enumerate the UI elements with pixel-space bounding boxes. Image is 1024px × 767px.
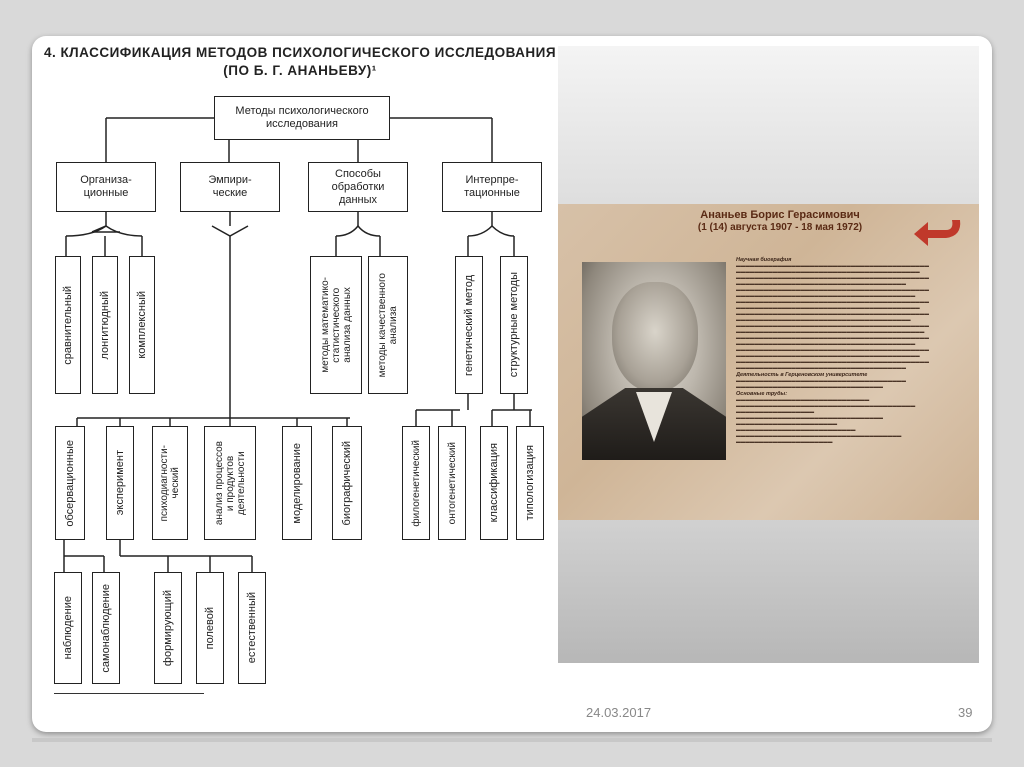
method-biographical-label: биографический xyxy=(341,440,353,526)
method-qualitative-label: методы качественного анализа xyxy=(377,272,399,378)
group-processing: Способы обработки данных xyxy=(308,162,408,212)
diagram-title-line2: (ПО Б. Г. АНАНЬЕВУ)¹ xyxy=(223,63,377,78)
method-formative xyxy=(154,572,182,684)
bio-dates: (1 (14) августа 1907 - 18 мая 1972) xyxy=(697,222,863,233)
method-natural-label: естественный xyxy=(246,592,258,664)
method-structural-label: структурные методы xyxy=(508,272,520,378)
method-structural xyxy=(500,256,528,394)
method-classification xyxy=(480,426,508,540)
diagram-title-line1: 4. КЛАССИФИКАЦИЯ МЕТОДОВ ПСИХОЛОГИЧЕСКОГО ИССЛЕДОВАНИЯ xyxy=(43,45,557,60)
method-comparative-label: сравнительный xyxy=(62,285,74,365)
method-psychodiagnostic xyxy=(152,426,188,540)
method-comparative xyxy=(55,256,81,394)
bio-name: Ананьев Борис Герасимович xyxy=(700,209,860,221)
method-complex-label: комплексный xyxy=(136,291,148,359)
method-phylogenetic-label: филогенетический xyxy=(410,439,422,527)
method-activity-analysis xyxy=(204,426,256,540)
method-typologization-label: типологизация xyxy=(524,445,536,521)
method-modeling-label: моделирование xyxy=(291,442,303,524)
method-math-statistical xyxy=(310,256,362,394)
method-experiment-label: эксперимент xyxy=(114,450,126,516)
method-observation-label: наблюдение xyxy=(62,596,74,660)
bio-text: Научная биография ▬▬▬▬▬▬▬▬▬▬▬▬▬▬▬▬▬▬▬▬▬▬▬▬▬▬▬▬▬▬▬▬▬▬▬▬▬▬▬▬▬▬ ▬▬▬▬▬▬▬▬▬▬▬▬▬▬▬▬▬▬▬▬▬▬▬▬▬▬▬▬▬▬▬▬▬▬▬▬▬▬▬▬ ▬▬▬▬▬▬▬▬▬▬▬▬▬▬▬▬▬▬▬▬▬▬▬▬▬▬▬▬▬▬▬▬▬▬▬▬▬▬▬▬▬▬ ▬▬▬▬▬▬▬▬▬▬▬▬▬▬▬▬▬▬▬▬▬▬▬▬▬▬▬▬▬▬▬▬▬▬▬▬▬ ▬▬▬▬▬▬▬▬▬▬▬▬▬▬▬▬▬▬▬▬▬▬▬▬▬▬▬▬▬▬▬▬▬▬▬▬▬▬▬▬▬▬ ▬▬▬▬▬▬▬▬▬▬▬▬▬▬▬▬▬▬▬▬▬▬▬▬▬▬▬▬▬▬▬▬▬▬▬▬▬▬▬ ▬▬▬▬▬▬▬▬▬▬▬▬▬▬▬▬▬▬▬▬▬▬▬▬▬▬▬▬▬▬▬▬▬▬▬▬▬▬▬▬▬▬ ▬▬▬▬▬▬▬▬▬▬▬▬▬▬▬▬▬▬▬▬▬▬▬▬▬▬▬▬▬▬▬▬▬▬▬▬▬▬▬▬ ▬▬▬▬▬▬▬▬▬▬▬▬▬▬▬▬▬▬▬▬▬▬▬▬▬▬▬▬▬▬▬▬▬▬▬▬▬▬▬▬▬▬ ▬▬▬▬▬▬▬▬▬▬▬▬▬▬▬▬▬▬▬▬▬▬▬▬▬▬▬▬▬▬▬▬▬▬▬▬▬▬ ▬▬▬▬▬▬▬▬▬▬▬▬▬▬▬▬▬▬▬▬▬▬▬▬▬▬▬▬▬▬▬▬▬▬▬▬▬▬▬▬▬▬ ▬▬▬▬▬▬▬▬▬▬▬▬▬▬▬▬▬▬▬▬▬▬▬▬▬▬▬▬▬▬▬▬▬▬▬▬▬▬▬▬▬ ▬▬▬▬▬▬▬▬▬▬▬▬▬▬▬▬▬▬▬▬▬▬▬▬▬▬▬▬▬▬▬▬▬▬▬▬▬▬▬▬▬▬ ▬▬▬▬▬▬▬▬▬▬▬▬▬▬▬▬▬▬▬▬▬▬▬▬▬▬▬▬▬▬▬▬▬▬▬▬▬▬▬ ▬▬▬▬▬▬▬▬▬▬▬▬▬▬▬▬▬▬▬▬▬▬▬▬▬▬▬▬▬▬▬▬▬▬▬▬▬▬▬▬▬▬ ▬▬▬▬▬▬▬▬▬▬▬▬▬▬▬▬▬▬▬▬▬▬▬▬▬▬▬▬▬▬▬▬▬▬▬▬▬▬▬▬ ▬▬▬▬▬▬▬▬▬▬▬▬▬▬▬▬▬▬▬▬▬▬▬▬▬▬▬▬▬▬▬▬▬▬▬▬▬▬▬▬▬▬ ▬▬▬▬▬▬▬▬▬▬▬▬▬▬▬▬▬▬▬▬▬▬▬▬▬▬▬▬▬▬▬▬▬▬▬▬▬ Деятельность в Герценовском университете ▬▬▬▬▬▬▬▬▬▬▬▬▬▬▬▬▬▬▬▬▬▬▬▬▬▬▬▬▬▬▬▬▬▬▬▬▬ ▬▬▬▬▬▬▬▬▬▬▬▬▬▬▬▬▬▬▬▬▬▬▬▬▬▬▬▬▬▬▬▬ Основные труды: ▬▬▬▬▬▬▬▬▬▬▬▬▬▬▬▬▬▬▬▬▬▬▬▬▬▬▬▬▬ ▬▬▬▬▬▬▬▬▬▬▬▬▬▬▬▬▬▬▬▬▬▬▬▬▬▬▬▬▬▬▬▬▬▬▬▬▬▬▬ ▬▬▬▬▬▬▬▬▬▬▬▬▬▬▬▬▬ ▬▬▬▬▬▬▬▬▬▬▬▬▬▬▬▬▬▬▬▬▬▬▬▬▬▬▬▬▬▬▬▬ ▬▬▬▬▬▬▬▬▬▬▬▬▬▬▬▬▬▬▬▬▬▬ ▬▬▬▬▬▬▬▬▬▬▬▬▬▬▬▬▬▬▬▬▬▬▬▬▬▬ ▬▬▬▬▬▬▬▬▬▬▬▬▬▬▬▬▬▬▬▬▬▬▬▬▬▬▬▬▬▬▬▬▬▬▬▬ ▬▬▬▬▬▬▬▬▬▬▬▬▬▬▬▬▬▬▬▬▬ xyxy=(736,256,968,474)
method-natural xyxy=(238,572,266,684)
method-field xyxy=(196,572,224,684)
method-experiment xyxy=(106,426,134,540)
method-observation xyxy=(54,572,82,684)
method-modeling xyxy=(282,426,312,540)
method-math-statistical-label: методы математико- статистического анализа данных xyxy=(319,277,353,373)
method-classification-label: классификация xyxy=(488,443,500,523)
method-genetic xyxy=(455,256,483,394)
method-self-observation-label: самонаблюдение xyxy=(100,583,112,673)
method-longitudinal xyxy=(92,256,118,394)
bio-section-biography: Научная биография xyxy=(736,257,792,263)
group-empirical: Эмпири- ческие xyxy=(180,162,280,212)
group-interpretation: Интерпре- тационные xyxy=(442,162,542,212)
footnote-rule xyxy=(54,693,204,694)
method-activity-analysis-label: анализ процессов и продуктов деятельности xyxy=(213,440,247,526)
method-observational-label: обсервационные xyxy=(64,439,76,527)
method-qualitative xyxy=(368,256,408,394)
slide-date: 24.03.2017 xyxy=(586,705,652,720)
method-typologization xyxy=(516,426,544,540)
method-biographical xyxy=(332,426,362,540)
method-field-label: полевой xyxy=(204,606,216,650)
method-longitudinal-label: лонгитюдный xyxy=(99,290,111,360)
slide-number: 39 xyxy=(958,705,973,720)
method-genetic-label: генетический метод xyxy=(463,274,475,376)
root-box: Методы психологического исследования xyxy=(214,96,390,140)
method-psychodiagnostic-label: психодиагности- ческий xyxy=(159,444,181,522)
bio-section-herzen: Деятельность в Герценовском университете xyxy=(736,372,868,378)
bio-section-works: Основные труды: xyxy=(736,391,788,397)
method-self-observation xyxy=(92,572,120,684)
method-observational xyxy=(55,426,85,540)
method-phylogenetic xyxy=(402,426,430,540)
method-complex xyxy=(129,256,155,394)
group-organizational: Организа- ционные xyxy=(56,162,156,212)
method-formative-label: формирующий xyxy=(162,589,174,667)
back-arrow-icon xyxy=(910,214,966,250)
method-ontogenetic xyxy=(438,426,466,540)
portrait-face xyxy=(612,282,698,392)
method-ontogenetic-label: онтогенетический xyxy=(446,441,458,525)
